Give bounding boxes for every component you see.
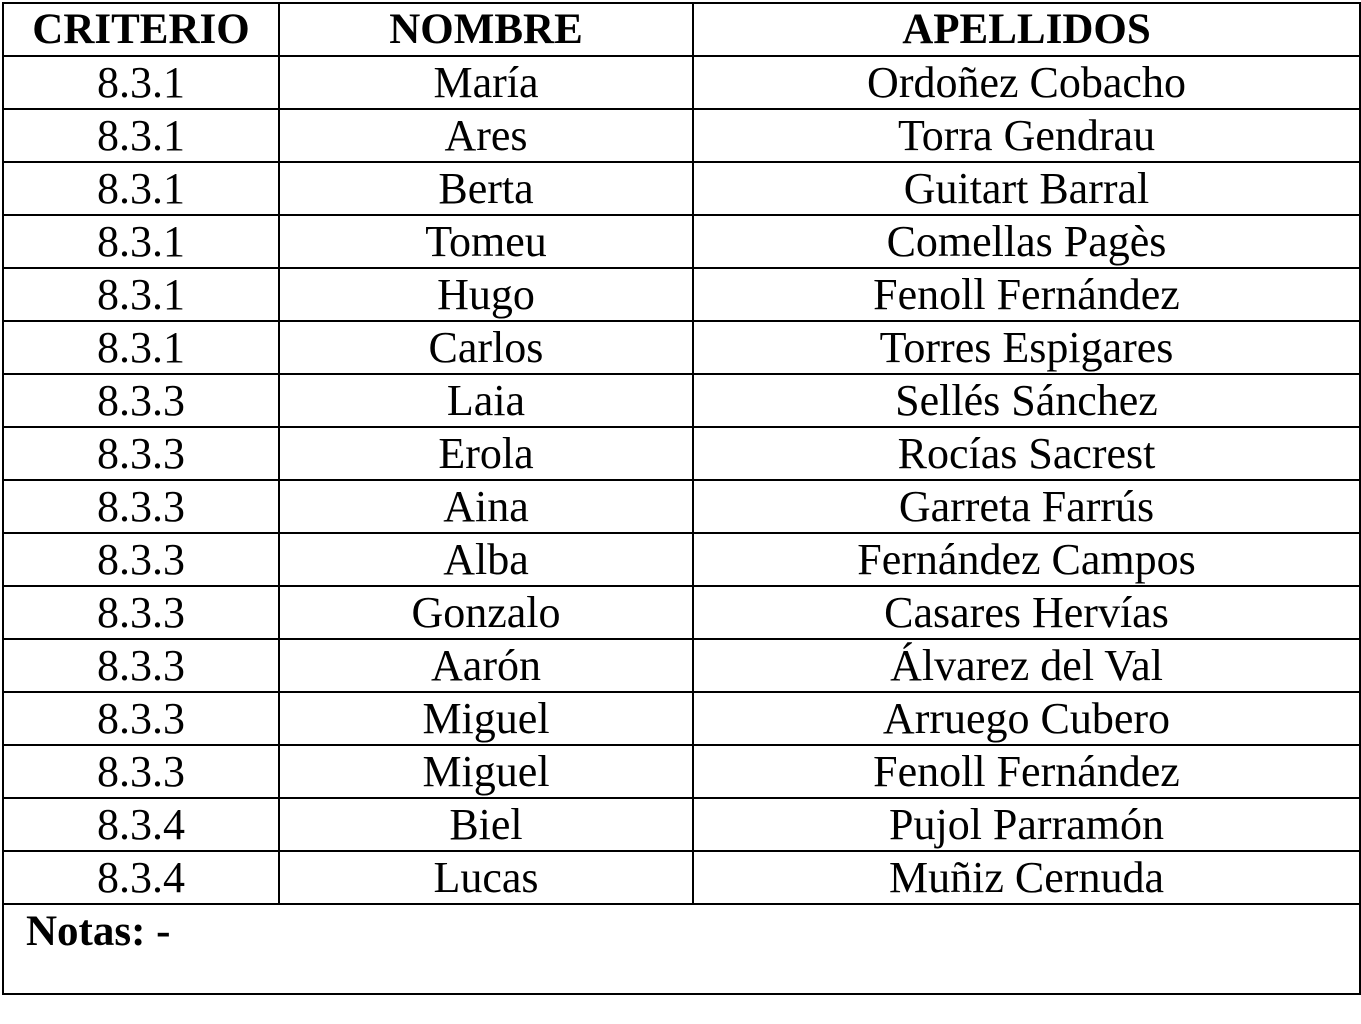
apellidos-cell: Pujol Parramón	[693, 798, 1360, 851]
apellidos-cell: Comellas Pagès	[693, 215, 1360, 268]
table-row	[3, 639, 1360, 692]
apellidos-cell: Casares Hervías	[693, 586, 1360, 639]
nombre-cell: María	[279, 56, 693, 109]
nombre-cell: Laia	[279, 374, 693, 427]
criterio-cell: 8.3.1	[3, 56, 279, 109]
table-row	[3, 374, 1360, 427]
nombre-cell: Carlos	[279, 321, 693, 374]
apellidos-cell: Guitart Barral	[693, 162, 1360, 215]
table-row	[3, 480, 1360, 533]
table-row	[3, 109, 1360, 162]
nombre-cell: Hugo	[279, 268, 693, 321]
apellidos-cell: Torra Gendrau	[693, 109, 1360, 162]
nombre-cell: Lucas	[279, 851, 693, 904]
criterio-cell: 8.3.3	[3, 533, 279, 586]
criterio-cell: 8.3.1	[3, 109, 279, 162]
table-row	[3, 268, 1360, 321]
criterio-cell: 8.3.3	[3, 427, 279, 480]
apellidos-cell: Arruego Cubero	[693, 692, 1360, 745]
nombre-cell: Alba	[279, 533, 693, 586]
criterio-cell: 8.3.3	[3, 692, 279, 745]
apellidos-cell: Sellés Sánchez	[693, 374, 1360, 427]
apellidos-cell: Muñiz Cernuda	[693, 851, 1360, 904]
table-row	[3, 533, 1360, 586]
nombre-cell: Aina	[279, 480, 693, 533]
table-row	[3, 745, 1360, 798]
header-criterio: CRITERIO	[3, 3, 279, 56]
table-row	[3, 692, 1360, 745]
table-row	[3, 162, 1360, 215]
criterio-cell: 8.3.3	[3, 586, 279, 639]
table-row	[3, 215, 1360, 268]
header-nombre: NOMBRE	[279, 3, 693, 56]
notes-cell: Notas: -	[3, 904, 1360, 994]
apellidos-cell: Garreta Farrús	[693, 480, 1360, 533]
apellidos-cell: Fernández Campos	[693, 533, 1360, 586]
apellidos-cell: Fenoll Fernández	[693, 745, 1360, 798]
nombre-cell: Tomeu	[279, 215, 693, 268]
header-apellidos: APELLIDOS	[693, 3, 1360, 56]
criterio-cell: 8.3.1	[3, 321, 279, 374]
criterio-cell: 8.3.4	[3, 798, 279, 851]
criterio-cell: 8.3.4	[3, 851, 279, 904]
apellidos-cell: Fenoll Fernández	[693, 268, 1360, 321]
nombre-cell: Biel	[279, 798, 693, 851]
apellidos-cell: Rocías Sacrest	[693, 427, 1360, 480]
students-table	[2, 2, 1361, 995]
notes-row	[3, 904, 1360, 994]
table-body	[3, 56, 1360, 904]
table-row	[3, 427, 1360, 480]
nombre-cell: Aarón	[279, 639, 693, 692]
criterio-cell: 8.3.3	[3, 745, 279, 798]
criterio-cell: 8.3.1	[3, 268, 279, 321]
table-row	[3, 56, 1360, 109]
table-row	[3, 586, 1360, 639]
criterio-cell: 8.3.1	[3, 162, 279, 215]
nombre-cell: Ares	[279, 109, 693, 162]
criterio-cell: 8.3.3	[3, 374, 279, 427]
nombre-cell: Miguel	[279, 745, 693, 798]
criterio-cell: 8.3.1	[3, 215, 279, 268]
table-row	[3, 851, 1360, 904]
table-header-row	[3, 3, 1360, 56]
apellidos-cell: Ordoñez Cobacho	[693, 56, 1360, 109]
nombre-cell: Berta	[279, 162, 693, 215]
table-row	[3, 798, 1360, 851]
apellidos-cell: Álvarez del Val	[693, 639, 1360, 692]
criterio-cell: 8.3.3	[3, 639, 279, 692]
apellidos-cell: Torres Espigares	[693, 321, 1360, 374]
table-row	[3, 321, 1360, 374]
criterio-cell: 8.3.3	[3, 480, 279, 533]
nombre-cell: Miguel	[279, 692, 693, 745]
nombre-cell: Erola	[279, 427, 693, 480]
nombre-cell: Gonzalo	[279, 586, 693, 639]
